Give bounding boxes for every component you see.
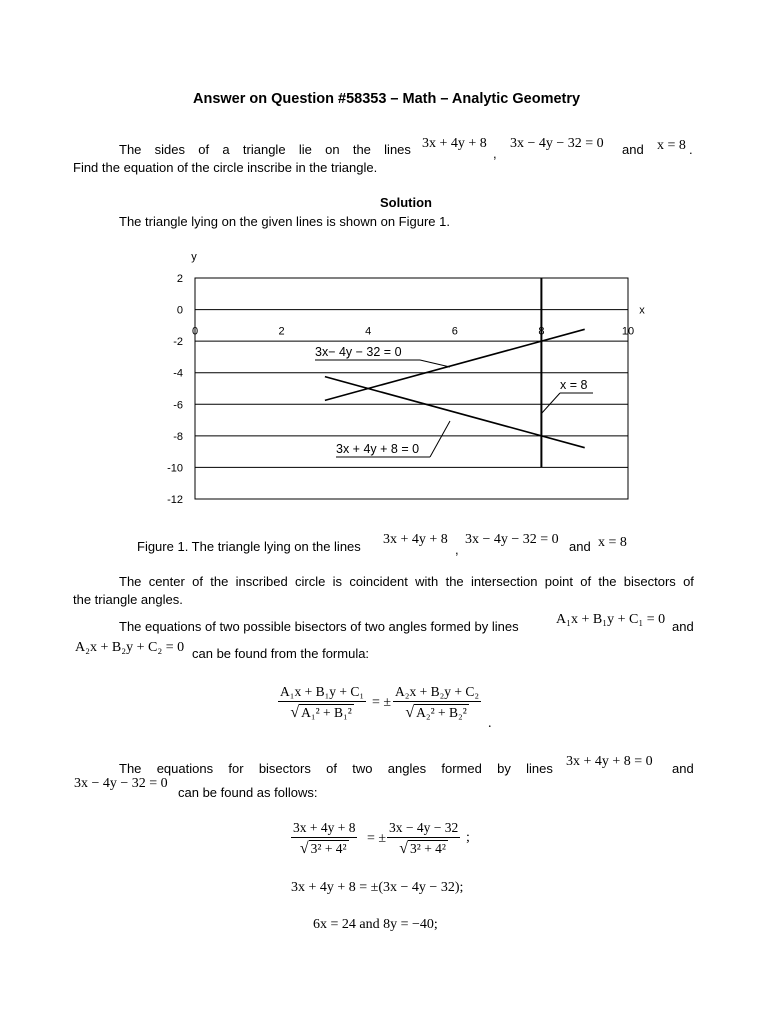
y-tick-label: -6 [173, 399, 183, 412]
formula2-numerator-right: 3x − 4y − 32 [389, 820, 459, 835]
intro-line1-eq: 3x + 4y + 8 [422, 136, 487, 151]
intro-word: The [119, 142, 142, 157]
equation-line-3: 3x + 4y + 8 = ±(3x − 4y − 32); [291, 880, 464, 895]
paragraph-2-text: The equations of two possible bisectors of two angles formed by lines [119, 619, 519, 634]
formula1-fraction-left [278, 684, 366, 722]
x-tick-label: 2 [278, 325, 285, 338]
equation-line-4: 6x = 24 and 8y = −40; [313, 917, 438, 932]
series-line [325, 377, 588, 448]
intro-word: on [325, 142, 340, 157]
intro-words [119, 142, 411, 157]
figure-1-chart [150, 245, 660, 515]
p1-word: circle [294, 574, 326, 589]
formula2-plus-minus: = ± [367, 831, 387, 846]
formula1-plus-minus: = ± [372, 695, 392, 710]
formula1-dot: . [488, 716, 492, 731]
p1-word: intersection [470, 574, 538, 589]
paragraph-1-line-1 [119, 574, 694, 589]
y-tick-label: -4 [173, 367, 183, 380]
y-tick-label: -10 [167, 462, 183, 475]
formula1-denominator-left: A₁² + B₁² [301, 705, 352, 720]
intro-comma: , [493, 146, 497, 161]
formula2-numerator-left: 3x + 4y + 8 [293, 820, 356, 835]
y-tick-label: 0 [176, 304, 183, 317]
paragraph-2-and: and [672, 619, 694, 634]
p3-word: by [497, 761, 511, 776]
y-axis-label: y [191, 251, 197, 263]
paragraph-3-tail: can be found as follows: [178, 785, 318, 800]
intro-word: the [352, 142, 371, 157]
general-line-2-eq: A₂x + B₂y + C₂ = 0 [75, 640, 185, 655]
para3-line1-eq: 3x + 4y + 8 = 0 [566, 754, 653, 769]
general-line-1-eq: A₁x + B₁y + C₁ = 0 [556, 612, 666, 627]
caption-and: and [569, 539, 591, 554]
sqrt-icon: √ [299, 840, 309, 857]
p1-word: point [544, 574, 573, 589]
paragraph-2-tail: can be found from the formula: [192, 646, 370, 661]
p1-word: the [210, 574, 229, 589]
formula1-numerator-right: A₂x + B₂y + C₂ [395, 684, 480, 699]
sqrt-icon: √ [290, 704, 300, 721]
formula2-denominator-left: 3² + 4² [310, 841, 347, 856]
p1-word: bisectors [623, 574, 676, 589]
figure-caption: Figure 1. The triangle lying on the lines [137, 539, 361, 554]
intro-word: a [222, 142, 230, 157]
sqrt-icon: √ [405, 704, 415, 721]
p1-word: coincident [349, 574, 408, 589]
solution-heading: Solution [380, 195, 432, 210]
p3-word: formed [441, 761, 482, 776]
paragraph-3-and: and [672, 761, 694, 776]
y-tick-label: -2 [173, 336, 183, 349]
annotation-leader [430, 421, 450, 457]
p1-word: The [119, 574, 142, 589]
p1-word: of [683, 574, 694, 589]
intro-and: and [622, 142, 644, 157]
paragraph-1-line-2: the triangle angles. [73, 592, 183, 607]
p3-word: lines [526, 761, 553, 776]
caption-line3-eq: x = 8 [598, 535, 627, 550]
intro-word: of [198, 142, 210, 157]
x-tick-label: 8 [538, 325, 545, 338]
caption-line2-eq: 3x − 4y − 32 = 0 [465, 532, 559, 547]
formula2-fraction-left [291, 820, 357, 858]
p3-word: two [352, 761, 373, 776]
formula1-fraction-right [393, 684, 481, 722]
caption-comma: , [455, 542, 459, 557]
p3-word: of [326, 761, 337, 776]
annotation-leader [420, 360, 450, 367]
p3-word: bisectors [258, 761, 311, 776]
intro-word: triangle [242, 142, 286, 157]
x-tick-label: 4 [365, 325, 372, 338]
intro-period: . [689, 142, 693, 157]
formula2-denominator-right: 3² + 4² [410, 841, 446, 856]
p1-word: with [415, 574, 439, 589]
x-tick-label: 0 [191, 325, 199, 338]
annotation-leader [541, 393, 560, 414]
p3-word: equations [156, 761, 214, 776]
formula1-numerator-left: A₁x + B₁y + C₁ [280, 684, 365, 699]
paragraph-3-words [119, 761, 553, 776]
series-line [325, 329, 588, 400]
formula2-fraction-right [387, 820, 460, 858]
intro-line2-eq: 3x − 4y − 32 = 0 [510, 136, 604, 151]
intro-sentence: Find the equation of the circle inscribe in the triangle. [73, 160, 378, 175]
annotation-label: 3x− 4y − 32 = 0 [315, 345, 402, 359]
sqrt-icon: √ [399, 840, 409, 857]
intro-word: lie [298, 142, 312, 157]
x-tick-label: 6 [451, 325, 458, 338]
caption-line1-eq: 3x + 4y + 8 [383, 532, 448, 547]
annotation-label: x = 8 [560, 378, 588, 392]
formula2-semicolon: ; [466, 830, 470, 845]
p1-word: of [580, 574, 592, 589]
p1-word: inscribed [235, 574, 288, 589]
y-tick-label: -12 [167, 494, 183, 506]
p1-word: the [598, 574, 617, 589]
solution-text: The triangle lying on the given lines is shown on Figure 1. [119, 214, 450, 229]
x-tick-label: 10 [621, 325, 635, 338]
y-tick-label: -8 [173, 430, 183, 443]
p3-word: The [119, 761, 142, 776]
p3-word: angles [387, 761, 427, 776]
para3-line2-eq: 3x − 4y − 32 = 0 [74, 776, 168, 791]
annotation-label: 3x + 4y + 8 = 0 [336, 442, 420, 456]
page-title: Answer on Question #58353 – Math – Analytic Geometry [193, 91, 581, 107]
p1-word: the [445, 574, 464, 589]
p1-word: center [148, 574, 185, 589]
p1-word: of [192, 574, 203, 589]
p1-word: is [332, 574, 343, 589]
intro-line3-eq: x = 8 [657, 138, 686, 153]
intro-word: lines [384, 142, 411, 157]
intro-word: sides [154, 142, 186, 157]
p3-word: for [228, 761, 244, 776]
formula1-denominator-right: A₂² + B₂² [416, 705, 467, 720]
y-tick-label: 2 [176, 273, 183, 285]
x-axis-label: x [639, 304, 645, 317]
